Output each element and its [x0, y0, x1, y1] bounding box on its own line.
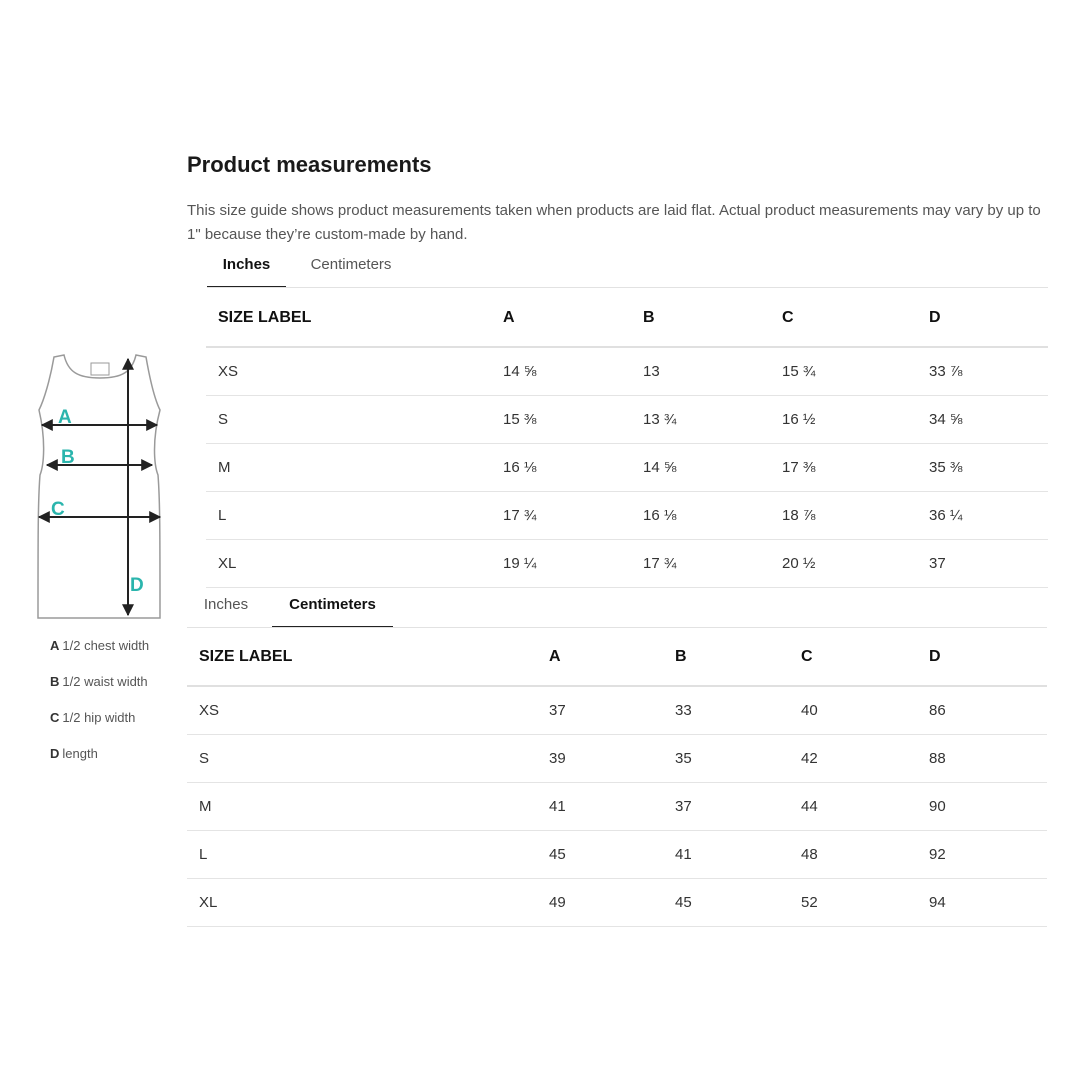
column-header-b: B [663, 629, 789, 686]
measurement-cell: 16 ⅛ [491, 444, 631, 492]
measurement-cell: 13 [631, 347, 770, 396]
measurement-cell: 37 [917, 540, 1048, 588]
measurement-cell: 17 ¾ [631, 540, 770, 588]
measurement-cell: 19 ¼ [491, 540, 631, 588]
unit-tabs-centimeters-section [187, 584, 1047, 628]
table-header-row [206, 290, 1048, 347]
measurement-cell: 37 [663, 783, 789, 831]
measurement-cell: 88 [917, 735, 1047, 783]
measurement-cell: 45 [537, 831, 663, 879]
table-row [187, 879, 1047, 927]
size-label-cell: S [206, 396, 491, 444]
measurement-cell: 94 [917, 879, 1047, 927]
measurement-cell: 86 [917, 686, 1047, 735]
measurement-cell: 16 ⅛ [631, 492, 770, 540]
measurement-cell: 90 [917, 783, 1047, 831]
measurement-cell: 15 ¾ [770, 347, 917, 396]
size-label-cell: XL [187, 879, 537, 927]
dress-measurement-diagram [30, 350, 170, 630]
legend-item [50, 636, 180, 672]
centimeters-size-table [187, 629, 1047, 927]
table-row [187, 831, 1047, 879]
measurement-cell: 34 ⅝ [917, 396, 1048, 444]
unit-tabs-inches-section [207, 244, 1048, 288]
measurement-cell: 15 ⅜ [491, 396, 631, 444]
legend-key: D [50, 746, 60, 761]
table-row [187, 686, 1047, 735]
measurement-cell: 16 ½ [770, 396, 917, 444]
table-header-row [187, 629, 1047, 686]
table-row [206, 347, 1048, 396]
measurement-legend [50, 636, 180, 780]
measurement-cell: 44 [789, 783, 917, 831]
size-label-cell: XL [206, 540, 491, 588]
measurement-cell: 17 ¾ [491, 492, 631, 540]
table-row [187, 735, 1047, 783]
legend-text: 1/2 chest width [62, 638, 150, 653]
tab-inches[interactable]: Inches [207, 244, 286, 288]
column-header-b: B [631, 290, 770, 347]
legend-item [50, 708, 180, 744]
tab-inches[interactable]: Inches [203, 596, 249, 613]
diagram-label-d: D [130, 575, 144, 596]
inches-size-table [206, 290, 1048, 588]
measurement-cell: 42 [789, 735, 917, 783]
legend-text: 1/2 waist width [62, 674, 148, 689]
measurement-cell: 41 [663, 831, 789, 879]
measurement-cell: 48 [789, 831, 917, 879]
measurement-cell: 13 ¾ [631, 396, 770, 444]
measurement-cell: 41 [537, 783, 663, 831]
size-label-cell: XS [206, 347, 491, 396]
tab-centimeters[interactable]: Centimeters [272, 584, 393, 628]
table-row [206, 492, 1048, 540]
column-header-c: C [789, 629, 917, 686]
size-label-cell: XS [187, 686, 537, 735]
table-row [206, 540, 1048, 588]
size-label-cell: M [187, 783, 537, 831]
table-row [206, 444, 1048, 492]
tab-centimeters[interactable]: Centimeters [310, 256, 392, 273]
column-header-d: D [917, 290, 1048, 347]
tab-divider [207, 287, 1048, 288]
size-label-cell: M [206, 444, 491, 492]
legend-key: B [50, 674, 60, 689]
measurement-cell: 20 ½ [770, 540, 917, 588]
diagram-label-a: A [58, 407, 72, 428]
neck-label-tag [91, 363, 109, 375]
size-label-cell: L [206, 492, 491, 540]
measurement-cell: 36 ¼ [917, 492, 1048, 540]
column-header-size-label: SIZE LABEL [206, 290, 491, 347]
size-label-cell: S [187, 735, 537, 783]
measurement-cell: 45 [663, 879, 789, 927]
tab-divider [187, 627, 1047, 628]
measurement-cell: 33 ⅞ [917, 347, 1048, 396]
diagram-label-b: B [61, 447, 75, 468]
measurement-cell: 35 ⅜ [917, 444, 1048, 492]
legend-key: C [50, 710, 60, 725]
measurement-cell: 14 ⅝ [491, 347, 631, 396]
measurement-cell: 49 [537, 879, 663, 927]
column-header-c: C [770, 290, 917, 347]
measurement-cell: 37 [537, 686, 663, 735]
column-header-a: A [537, 629, 663, 686]
column-header-d: D [917, 629, 1047, 686]
legend-item [50, 744, 180, 780]
measurement-cell: 17 ⅜ [770, 444, 917, 492]
column-header-size-label: SIZE LABEL [187, 629, 537, 686]
size-label-cell: L [187, 831, 537, 879]
diagram-label-c: C [51, 499, 65, 520]
page-title: Product measurements [187, 152, 432, 177]
measurement-cell: 92 [917, 831, 1047, 879]
table-row [187, 783, 1047, 831]
measurement-cell: 39 [537, 735, 663, 783]
measurement-cell: 35 [663, 735, 789, 783]
column-header-a: A [491, 290, 631, 347]
measurement-cell: 14 ⅝ [631, 444, 770, 492]
legend-text: length [62, 746, 98, 761]
measurement-cell: 40 [789, 686, 917, 735]
legend-text: 1/2 hip width [62, 710, 136, 725]
size-guide-description: This size guide shows product measurements taken when products are laid flat. Actual product measurements may vary by up to 1" because they’re custom-made by hand. [187, 202, 1041, 243]
legend-item [50, 672, 180, 708]
measurement-cell: 52 [789, 879, 917, 927]
measurement-cell: 18 ⅞ [770, 492, 917, 540]
table-row [206, 396, 1048, 444]
measurement-cell: 33 [663, 686, 789, 735]
legend-key: A [50, 638, 60, 653]
